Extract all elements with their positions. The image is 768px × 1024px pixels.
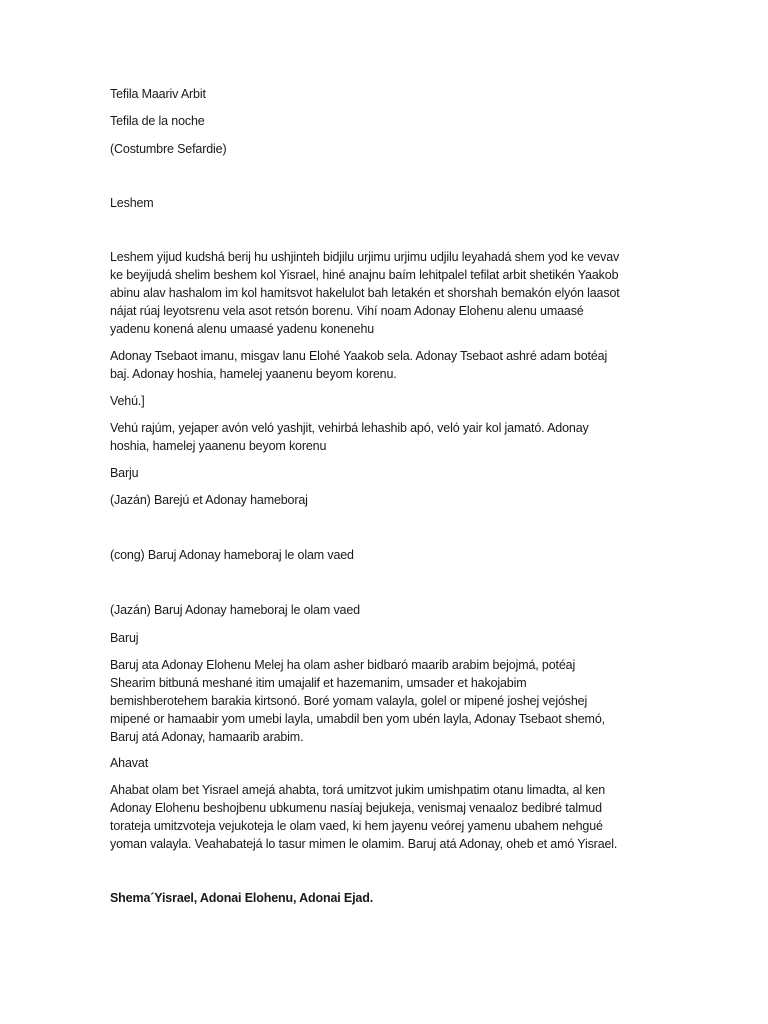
heading-leshem: Leshem — [110, 196, 154, 210]
jazan-line-2: (Jazán) Baruj Adonay hameboraj le olam vaed — [110, 603, 360, 617]
document-title: Tefila Maariv Arbit — [110, 87, 206, 101]
paragraph-ahavat: Ahabat olam bet Yisrael amejá ahabta, torá umitzvot jukim umishpatim otanu limadta, al ken Adonay Elohenu beshojbenu ubkumenu nasíaj bejukeja, venismaj venaaloz bedibré talmud torateja umitzvoteja vejukoteja le olam vaed, ki hem jayenu veórej yamenu ubahem nehgué yoman valayla. Veahabatejá lo tasur mimen le olamim. Baruj atá Adonay, oheb et amó Yisrael. — [110, 783, 618, 851]
vehu-label: Vehú.] — [110, 394, 145, 408]
document-subtitle: Tefila de la noche — [110, 114, 205, 128]
heading-barju: Barju — [110, 466, 139, 480]
paragraph-baruj: Baruj ata Adonay Elohenu Melej ha olam asher bidbaró maarib arabim bejojmá, potéaj Shearim bitbuná meshané itim umajalif et hazemanim, umsader et hakojabim bemishberotehem barakia kirtsonó. Boré yomam valayla, golel or mipené joshej vejóshej mipené or hamaabir yom umebi layla, umabdil ben yom ubén layla, Adonay Tsebaot shemó, Baruj atá Adonay, hamaarib arabim. — [110, 658, 605, 744]
paragraph-vehu: Vehú rajúm, yejaper avón veló yashjit, vehirbá lehashib apó, veló yair kol jamató. Adonay hoshia, hamelej yaanenu beyom korenu — [110, 421, 589, 453]
paragraph-tsebaot: Adonay Tsebaot imanu, misgav lanu Elohé Yaakob sela. Adonay Tsebaot ashré adam botéaj baj. Adonay hoshia, hamelej yaanenu beyom korenu. — [110, 349, 608, 381]
cong-line: (cong) Baruj Adonay hameboraj le olam vaed — [110, 548, 354, 562]
paragraph-leshem: Leshem yijud kudshá berij hu ushjinteh bidjilu urjimu urjimu udjilu leyahadá shem yod ke vevav ke beyijudá shelim beshem kol Yisrael, hiné anajnu baím lehitpalel tefilat arbit shetikén Yaakob abinu alav hashalom im kol hamitsvot hakelulot bah letakén et shorshah bemakón elyón laasot nájat rúaj leyotsrenu vela asot retsón borenu. Vihí noam Adonay Elohenu alenu umaasé yadenu konená alenu umaasé yadenu konenehu — [110, 250, 620, 336]
heading-baruj: Baruj — [110, 631, 139, 645]
custom-note: (Costumbre Sefardie) — [110, 142, 227, 156]
shema-line: Shema´Yisrael, Adonai Elohenu, Adonai Ejad. — [110, 891, 374, 905]
heading-ahavat: Ahavat — [110, 756, 149, 770]
jazan-line-1: (Jazán) Barejú et Adonay hameboraj — [110, 493, 308, 507]
